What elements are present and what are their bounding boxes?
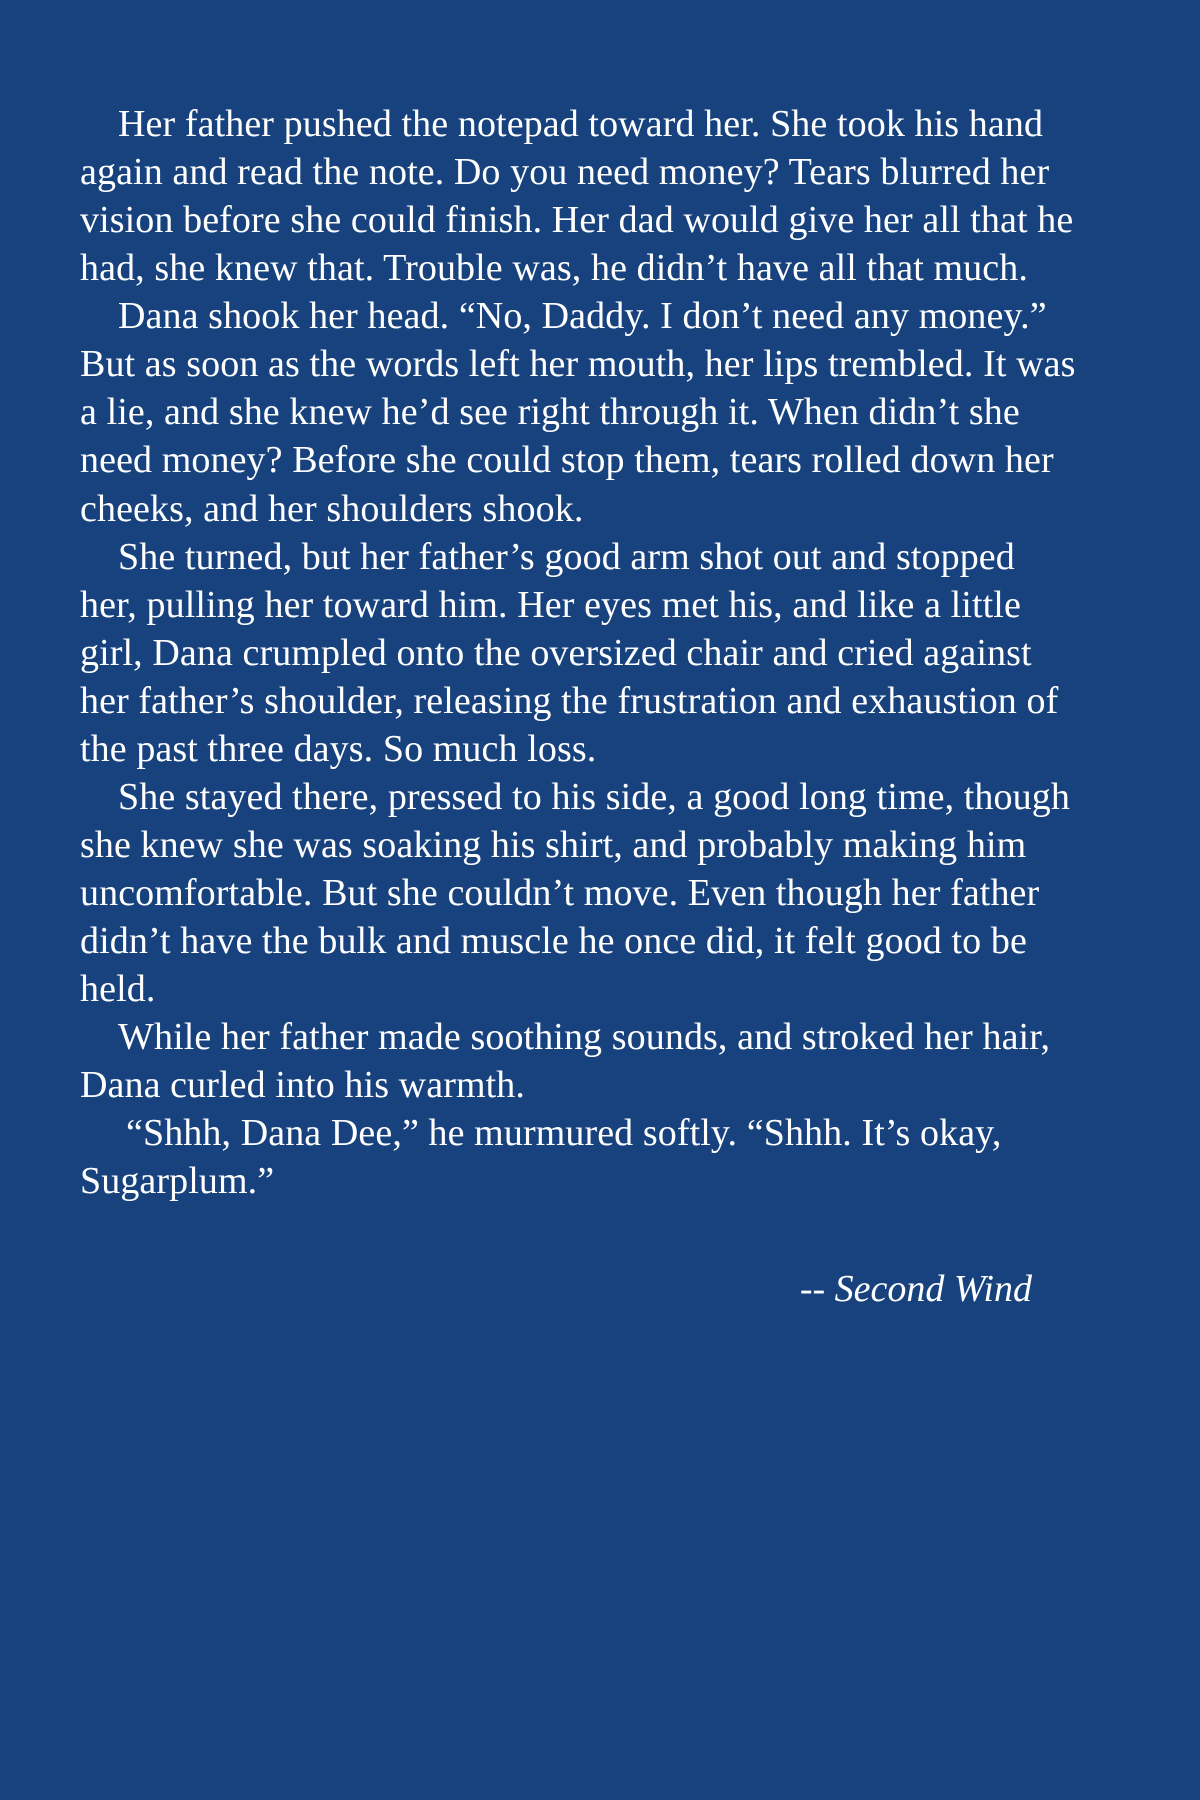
attribution-title: Second Wind [834, 1268, 1032, 1311]
attribution-dashes: -- [799, 1268, 826, 1311]
excerpt-paragraph-3: She turned, but her father’s good arm shot out and stopped her, pulling her toward him. Her eyes met his, and like a little girl, Dana crumpled onto the oversized chair and cried against her father’s shoulder, releasing the frustration and exhaustion of the past three days. So much loss. [80, 535, 1059, 770]
attribution [80, 1267, 1080, 1311]
excerpt-paragraph-4: She stayed there, pressed to his side, a good long time, though she knew she was soaking his shirt, and probably making him uncomfortable. But she couldn’t move. Even though her father didn’t have the bulk and muscle he once did, it felt good to be held. [80, 775, 1070, 1011]
excerpt-paragraph-2: Dana shook her head. “No, Daddy. I don’t need any money.” But as soon as the words left her mouth, her lips trembled. It was a lie, and she knew he’d see right through it. When didn’t she need money? Before she could stop them, tears rolled down her cheeks, and her shoulders shook. [80, 295, 1076, 530]
excerpt-body [80, 100, 1080, 1205]
excerpt-paragraph-1: Her father pushed the notepad toward her. She took his hand again and read the note. Do you need money? Tears blurred her vision before she could finish. Her dad would give her all that he had, she knew that. Trouble was, he didn’t have all that much. [80, 103, 1074, 290]
excerpt-paragraph-5: While her father made soothing sounds, and stroked her hair, Dana curled into his warmth. [80, 1016, 1051, 1107]
excerpt-paragraph-6: “Shhh, Dana Dee,” he murmured softly. “Shhh. It’s okay, Sugarplum.” [80, 1112, 1002, 1203]
